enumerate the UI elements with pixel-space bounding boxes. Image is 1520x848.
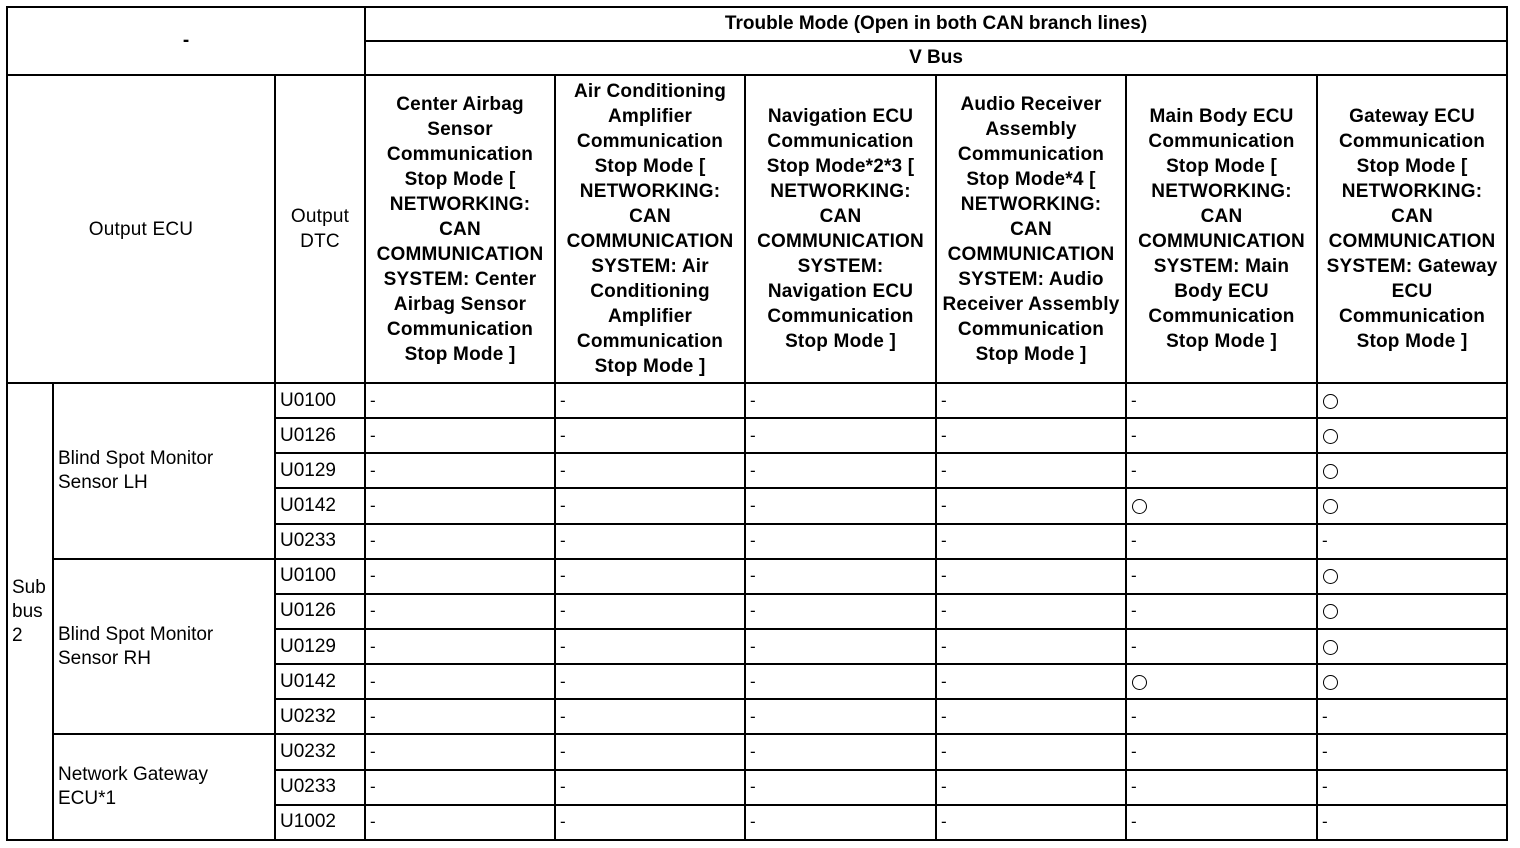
status-cell bbox=[1317, 383, 1507, 418]
dash-mark: - bbox=[1322, 812, 1328, 832]
dash-mark: - bbox=[1131, 566, 1137, 586]
status-cell bbox=[745, 488, 936, 523]
circle-mark-icon bbox=[1132, 675, 1147, 690]
output-ecu-cell: Blind Spot Monitor Sensor RH bbox=[53, 559, 275, 735]
dash-mark: - bbox=[750, 812, 756, 832]
status-cell bbox=[1126, 524, 1317, 559]
status-cell bbox=[1126, 629, 1317, 664]
dash-mark: - bbox=[941, 601, 947, 621]
status-cell bbox=[936, 418, 1126, 453]
status-cell bbox=[1317, 524, 1507, 559]
dash-mark: - bbox=[370, 495, 376, 515]
output-dtc-header: Output DTC bbox=[275, 75, 365, 383]
dash-mark: - bbox=[560, 425, 566, 445]
dash-mark: - bbox=[560, 812, 566, 832]
dash-mark: - bbox=[370, 777, 376, 797]
circle-mark-icon bbox=[1323, 569, 1338, 584]
dash-mark: - bbox=[370, 706, 376, 726]
output-ecu-header: Output ECU bbox=[7, 75, 275, 383]
dash-mark: - bbox=[941, 460, 947, 480]
status-cell bbox=[1126, 383, 1317, 418]
status-cell bbox=[555, 770, 745, 805]
status-cell bbox=[1126, 734, 1317, 769]
dash-mark: - bbox=[941, 706, 947, 726]
mode-header-navigation: Navigation ECU Communication Stop Mode*2*3 [ NETWORKING: CAN COMMUNICATION SYSTEM: Navigation ECU Communication Stop Mode ] bbox=[745, 75, 936, 383]
dash-mark: - bbox=[1322, 741, 1328, 761]
dtc-code-cell: U0142 bbox=[275, 488, 365, 523]
status-cell bbox=[555, 453, 745, 488]
dash-mark: - bbox=[941, 425, 947, 445]
bus-label: Sub bus 2 bbox=[7, 383, 53, 840]
dash-mark: - bbox=[370, 460, 376, 480]
dash-mark: - bbox=[750, 390, 756, 410]
header-row-trouble-mode bbox=[7, 7, 1507, 41]
status-cell bbox=[365, 453, 555, 488]
status-cell bbox=[1317, 559, 1507, 594]
circle-mark-icon bbox=[1323, 464, 1338, 479]
dtc-code-cell: U0126 bbox=[275, 594, 365, 629]
status-cell bbox=[1126, 664, 1317, 699]
status-cell bbox=[1126, 770, 1317, 805]
dash-mark: - bbox=[1322, 706, 1328, 726]
dash-mark: - bbox=[941, 495, 947, 515]
status-cell bbox=[936, 770, 1126, 805]
status-cell bbox=[936, 805, 1126, 840]
dtc-code-cell: U0100 bbox=[275, 383, 365, 418]
status-cell bbox=[936, 383, 1126, 418]
status-cell bbox=[1317, 629, 1507, 664]
dash-mark: - bbox=[750, 706, 756, 726]
status-cell bbox=[555, 734, 745, 769]
dash-mark: - bbox=[370, 812, 376, 832]
status-cell bbox=[365, 488, 555, 523]
status-cell bbox=[555, 418, 745, 453]
status-cell bbox=[936, 488, 1126, 523]
dash-mark: - bbox=[560, 460, 566, 480]
dash-mark: - bbox=[1131, 777, 1137, 797]
status-cell bbox=[365, 594, 555, 629]
status-cell bbox=[1317, 418, 1507, 453]
status-cell bbox=[1126, 805, 1317, 840]
dash-mark: - bbox=[370, 425, 376, 445]
dash-mark: - bbox=[941, 636, 947, 656]
status-cell bbox=[1126, 488, 1317, 523]
status-cell bbox=[1126, 418, 1317, 453]
status-cell bbox=[365, 664, 555, 699]
corner-header: - bbox=[7, 7, 365, 75]
dash-mark: - bbox=[750, 671, 756, 691]
status-cell bbox=[1317, 488, 1507, 523]
dash-mark: - bbox=[560, 601, 566, 621]
dash-mark: - bbox=[1131, 531, 1137, 551]
mode-header-center-airbag: Center Airbag Sensor Communication Stop Mode [ NETWORKING: CAN COMMUNICATION SYSTEM: Center Airbag Sensor Communication Stop Mode ] bbox=[365, 75, 555, 383]
dash-mark: - bbox=[1131, 425, 1137, 445]
dash-mark: - bbox=[1131, 812, 1137, 832]
status-cell bbox=[1317, 699, 1507, 734]
status-cell bbox=[555, 805, 745, 840]
circle-mark-icon bbox=[1323, 640, 1338, 655]
status-cell bbox=[936, 524, 1126, 559]
dash-mark: - bbox=[941, 812, 947, 832]
circle-mark-icon bbox=[1132, 499, 1147, 514]
dtc-code-cell: U0126 bbox=[275, 418, 365, 453]
status-cell bbox=[365, 805, 555, 840]
dtc-code-cell: U0100 bbox=[275, 559, 365, 594]
circle-mark-icon bbox=[1323, 499, 1338, 514]
dash-mark: - bbox=[560, 531, 566, 551]
output-ecu-cell: Network Gateway ECU*1 bbox=[53, 734, 275, 840]
circle-mark-icon bbox=[1323, 394, 1338, 409]
dtc-code-cell: U0129 bbox=[275, 629, 365, 664]
dtc-code-cell: U0233 bbox=[275, 770, 365, 805]
dash-mark: - bbox=[560, 566, 566, 586]
dash-mark: - bbox=[750, 741, 756, 761]
dash-mark: - bbox=[560, 390, 566, 410]
status-cell bbox=[1317, 453, 1507, 488]
status-cell bbox=[365, 629, 555, 664]
header-row-columns bbox=[7, 75, 1507, 383]
dash-mark: - bbox=[750, 531, 756, 551]
status-cell bbox=[365, 770, 555, 805]
dash-mark: - bbox=[1322, 531, 1328, 551]
status-cell bbox=[745, 664, 936, 699]
status-cell bbox=[745, 594, 936, 629]
dash-mark: - bbox=[750, 495, 756, 515]
dash-mark: - bbox=[941, 531, 947, 551]
status-cell bbox=[936, 664, 1126, 699]
status-cell bbox=[555, 559, 745, 594]
status-cell bbox=[365, 383, 555, 418]
dash-mark: - bbox=[941, 671, 947, 691]
dash-mark: - bbox=[560, 671, 566, 691]
status-cell bbox=[1317, 770, 1507, 805]
dtc-code-cell: U0232 bbox=[275, 734, 365, 769]
mode-header-air-conditioning: Air Conditioning Amplifier Communication Stop Mode [ NETWORKING: CAN COMMUNICATION SYSTEM: Air Conditioning Amplifier Communication Stop Mode ] bbox=[555, 75, 745, 383]
status-cell bbox=[936, 734, 1126, 769]
status-cell bbox=[1126, 559, 1317, 594]
status-cell bbox=[745, 699, 936, 734]
dash-mark: - bbox=[750, 425, 756, 445]
circle-mark-icon bbox=[1323, 675, 1338, 690]
table-row bbox=[7, 734, 1507, 769]
dash-mark: - bbox=[370, 636, 376, 656]
status-cell bbox=[555, 594, 745, 629]
status-cell bbox=[745, 559, 936, 594]
dash-mark: - bbox=[1131, 390, 1137, 410]
status-cell bbox=[936, 699, 1126, 734]
dash-mark: - bbox=[370, 741, 376, 761]
status-cell bbox=[365, 559, 555, 594]
dash-mark: - bbox=[560, 706, 566, 726]
status-cell bbox=[745, 524, 936, 559]
dash-mark: - bbox=[1131, 706, 1137, 726]
status-cell bbox=[745, 629, 936, 664]
dash-mark: - bbox=[370, 390, 376, 410]
status-cell bbox=[555, 383, 745, 418]
dash-mark: - bbox=[1131, 636, 1137, 656]
status-cell bbox=[745, 805, 936, 840]
dash-mark: - bbox=[560, 495, 566, 515]
dash-mark: - bbox=[370, 671, 376, 691]
dtc-code-cell: U0142 bbox=[275, 664, 365, 699]
status-cell bbox=[1317, 594, 1507, 629]
status-cell bbox=[1317, 734, 1507, 769]
status-cell bbox=[555, 524, 745, 559]
dash-mark: - bbox=[370, 566, 376, 586]
dtc-table bbox=[6, 6, 1508, 841]
dash-mark: - bbox=[1131, 741, 1137, 761]
status-cell bbox=[936, 629, 1126, 664]
status-cell bbox=[745, 418, 936, 453]
dash-mark: - bbox=[941, 390, 947, 410]
status-cell bbox=[555, 699, 745, 734]
status-cell bbox=[365, 699, 555, 734]
dash-mark: - bbox=[750, 777, 756, 797]
dash-mark: - bbox=[941, 741, 947, 761]
status-cell bbox=[365, 524, 555, 559]
bus-header: V Bus bbox=[365, 41, 1507, 75]
dash-mark: - bbox=[941, 777, 947, 797]
status-cell bbox=[555, 664, 745, 699]
mode-header-gateway: Gateway ECU Communication Stop Mode [ NETWORKING: CAN COMMUNICATION SYSTEM: Gateway ECU Communication Stop Mode ] bbox=[1317, 75, 1507, 383]
dash-mark: - bbox=[370, 601, 376, 621]
dash-mark: - bbox=[1322, 777, 1328, 797]
dash-mark: - bbox=[560, 636, 566, 656]
dtc-code-cell: U0233 bbox=[275, 524, 365, 559]
trouble-mode-header: Trouble Mode (Open in both CAN branch lines) bbox=[365, 7, 1507, 41]
dash-mark: - bbox=[1131, 601, 1137, 621]
table-row bbox=[7, 383, 1507, 418]
output-ecu-cell: Blind Spot Monitor Sensor LH bbox=[53, 383, 275, 559]
status-cell bbox=[936, 453, 1126, 488]
status-cell bbox=[936, 594, 1126, 629]
circle-mark-icon bbox=[1323, 604, 1338, 619]
status-cell bbox=[745, 383, 936, 418]
status-cell bbox=[745, 734, 936, 769]
dash-mark: - bbox=[750, 636, 756, 656]
dash-mark: - bbox=[750, 566, 756, 586]
dash-mark: - bbox=[370, 531, 376, 551]
status-cell bbox=[555, 629, 745, 664]
dash-mark: - bbox=[560, 741, 566, 761]
dtc-code-cell: U0232 bbox=[275, 699, 365, 734]
table-row bbox=[7, 559, 1507, 594]
mode-header-audio-receiver: Audio Receiver Assembly Communication Stop Mode*4 [ NETWORKING: CAN COMMUNICATION SYSTEM: Audio Receiver Assembly Communication Stop Mode ] bbox=[936, 75, 1126, 383]
dash-mark: - bbox=[1131, 460, 1137, 480]
status-cell bbox=[1126, 594, 1317, 629]
dtc-code-cell: U1002 bbox=[275, 805, 365, 840]
status-cell bbox=[1317, 664, 1507, 699]
dash-mark: - bbox=[560, 777, 566, 797]
dtc-code-cell: U0129 bbox=[275, 453, 365, 488]
status-cell bbox=[1126, 453, 1317, 488]
status-cell bbox=[1126, 699, 1317, 734]
dash-mark: - bbox=[750, 460, 756, 480]
status-cell bbox=[1317, 805, 1507, 840]
status-cell bbox=[365, 734, 555, 769]
status-cell bbox=[365, 418, 555, 453]
table-body bbox=[7, 383, 1507, 840]
dash-mark: - bbox=[750, 601, 756, 621]
status-cell bbox=[555, 488, 745, 523]
status-cell bbox=[745, 770, 936, 805]
mode-header-main-body: Main Body ECU Communication Stop Mode [ NETWORKING: CAN COMMUNICATION SYSTEM: Main Body ECU Communication Stop Mode ] bbox=[1126, 75, 1317, 383]
dash-mark: - bbox=[941, 566, 947, 586]
status-cell bbox=[936, 559, 1126, 594]
circle-mark-icon bbox=[1323, 429, 1338, 444]
status-cell bbox=[745, 453, 936, 488]
